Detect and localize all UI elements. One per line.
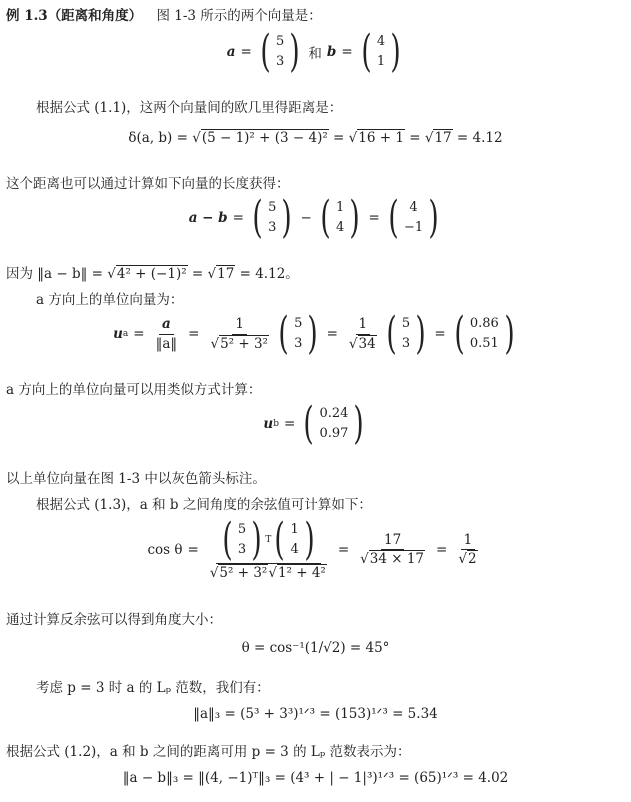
- cos-va-x: 5: [237, 521, 247, 537]
- cos-frac3: $\frac{1}{√2}$: [458, 531, 477, 568]
- unit-a-result: ( 0.86 0.51 ): [454, 308, 515, 359]
- unit-a-v-y: 3: [294, 336, 303, 351]
- lp-intro-2: 根据公式 (1.2)，a 和 b 之间的距离可用 p = 3 的 Lₚ 范数表示为：: [6, 744, 411, 760]
- unit-a-frac3: $\frac{1}{√34}$: [348, 316, 376, 352]
- euclid-expr3: 17: [434, 130, 452, 146]
- cos-den2: 1² + 4²: [277, 565, 326, 581]
- unit-a-frac2: $\frac{1}{\text{√5² + 3²}}$: [210, 316, 268, 352]
- lp-intro: 考虑 p = 3 时 a 的 Lₚ 范数，我们有：: [36, 680, 270, 696]
- unit-a-frac2-den: 5² + 3²: [220, 335, 268, 352]
- cos-intro: 根据公式 (1.3)，a 和 b 之间角度的余弦值可计算如下：: [36, 497, 372, 513]
- euclid-lhs: δ(a, b): [128, 130, 173, 146]
- vector-b-label: b: [326, 44, 337, 60]
- diff-lhs: a − b: [188, 210, 228, 226]
- unit-a-frac1: [153, 316, 181, 351]
- example-intro: 图 1-3 所示的两个向量是：: [156, 8, 322, 24]
- unit-a-result-x: 0.86: [469, 315, 499, 331]
- vector-b-y: 1: [376, 54, 386, 69]
- norm-line: 因为 ‖a − b‖ = √4² + (−1)² = √17 = 4.12。: [6, 266, 299, 282]
- unit-b-result: ( 0.24 0.97 ): [303, 398, 365, 449]
- unit-a-frac3-num: 1: [356, 316, 371, 334]
- cos-equation: cos θ = ( 5 3 ) T ( 1 4 ) √5² + 3²√1² + 4² = $\frac{17}{√34 \times 17}$ = $\frac{1}{√2}$: [0, 518, 631, 581]
- norm-expr1: 4² + (−1)²: [116, 266, 187, 282]
- diff-intro: 这个距离也可以通过计算如下向量的长度获得：: [6, 176, 290, 192]
- example-title: （距离和角度）: [47, 8, 143, 24]
- unit-a-v2-x: 5: [401, 315, 411, 331]
- norm-prefix: 因为 ‖a − b‖ =: [6, 266, 108, 282]
- cos-lhs: cos θ: [147, 541, 183, 558]
- cos-frac2-num: 17: [381, 532, 404, 550]
- unit-b-result-x: 0.24: [319, 405, 349, 421]
- angle-equation: θ = cos⁻¹(1/√2) = 45°: [241, 640, 390, 656]
- vector-b-x: 4: [376, 33, 386, 49]
- unit-a-frac1-num: a: [159, 316, 174, 334]
- unit-a-result-y: 0.51: [469, 336, 499, 351]
- annotation-text: 以上单位向量在图 1-3 中以灰色箭头标注。: [6, 471, 266, 487]
- lp-equation: ‖a‖₃ = (5³ + 3³)¹ᐟ³ = (153)¹ᐟ³ = 5.34: [193, 706, 438, 722]
- diff-v1-x: 5: [268, 199, 277, 215]
- cos-frac2-den: 34 × 17: [369, 551, 425, 568]
- cos-frac1: ( 5 3 ) T ( 1 4 ) √5² + 3²√1² + 4²: [209, 514, 326, 581]
- unit-a-equation: u a = $\frac{a}{‖a‖}$ = $\frac{1}{\text{√5² + 3²}}$ ( 5 3 ) = $\frac{1}{√34}$ ( 5 3 ) = ( 0.86 0.51 ): [0, 312, 631, 356]
- norm-expr2: 17: [217, 266, 235, 282]
- vector-a-y: 3: [275, 54, 285, 69]
- diff-vector-3: ( 4 −1 ): [388, 192, 439, 243]
- cos-vb-x: 1: [290, 521, 299, 537]
- euclid-intro: 根据公式 (1.1)，这两个向量间的欧几里得距离是：: [36, 100, 343, 116]
- euclid-result: 4.12: [472, 130, 503, 146]
- norm-suffix: = 4.12。: [235, 266, 299, 282]
- unit-a-lhs: u: [113, 326, 123, 342]
- unit-b-result-y: 0.97: [319, 426, 349, 441]
- cos-den1: 5² + 3²: [219, 565, 268, 581]
- cos-vb-y: 4: [290, 542, 299, 557]
- cos-va-y: 3: [237, 542, 247, 557]
- example-label: 例 1.3: [6, 8, 48, 24]
- unit-b-lhs: u: [263, 416, 274, 432]
- unit-b-intro: a 方向上的单位向量可以用类似方式计算：: [6, 382, 262, 398]
- example-header: [6, 4, 322, 24]
- angle-intro: 通过计算反余弦可以得到角度大小：: [6, 612, 222, 628]
- and-text: 和: [308, 46, 322, 62]
- diff-v3-y: −1: [403, 220, 424, 235]
- unit-a-v-x: 5: [294, 315, 303, 331]
- unit-a-intro: a 方向上的单位向量为：: [36, 292, 184, 308]
- cos-frac3-num: 1: [461, 532, 476, 550]
- unit-a-frac3-den: 34: [358, 335, 376, 352]
- unit-a-vector-2: ( 5 3 ): [386, 308, 426, 359]
- cos-frac3-den: 2: [467, 551, 477, 568]
- lp-equation-2: ‖a − b‖₃ = ‖(4, −1)ᵀ‖₃ = (4³ + | − 1|³)¹ᐟ³ = (65)¹ᐟ³ = 4.02: [122, 770, 509, 786]
- unit-a-v2-y: 3: [401, 336, 411, 351]
- unit-a-frac1-den: ‖a‖: [155, 335, 178, 352]
- diff-v3-x: 4: [409, 199, 418, 215]
- vector-a-label: a: [226, 44, 236, 60]
- cos-vector-a: ( 5 3 ): [222, 514, 262, 565]
- unit-a-frac2-num: 1: [232, 316, 247, 334]
- cos-vector-b: ( 1 4 ): [274, 514, 315, 565]
- diff-v1-y: 3: [268, 220, 277, 235]
- vectors-equation: a = ( 5 3 ) 和 b = ( 4 1 ): [0, 30, 631, 74]
- diff-vector-2: ( 1 4 ): [320, 192, 361, 243]
- diff-v2-y: 4: [336, 220, 345, 235]
- euclid-expr1: (5 − 1)² + (3 − 4)²: [201, 130, 328, 146]
- euclid-equation: δ(a, b) = √(5 − 1)² + (3 − 4)² = √16 + 1 = √17 = 4.12: [128, 130, 503, 146]
- diff-v2-x: 1: [336, 199, 345, 215]
- vector-a: ( 5 3 ): [260, 26, 300, 77]
- vector-b: ( 4 1 ): [361, 26, 401, 77]
- cos-frac2: $\frac{17}{√34 \times 17}$: [360, 531, 425, 568]
- unit-a-vector: ( 5 3 ): [278, 308, 319, 359]
- euclid-expr2: 16 + 1: [358, 130, 404, 146]
- diff-equation: a − b = ( 5 3 ) − ( 1 4 ) = ( 4 −1 ): [0, 196, 631, 240]
- vector-a-x: 5: [275, 33, 285, 49]
- diff-vector-1: ( 5 3 ): [252, 192, 293, 243]
- unit-b-equation: u b = ( 0.24 0.97 ): [0, 402, 631, 446]
